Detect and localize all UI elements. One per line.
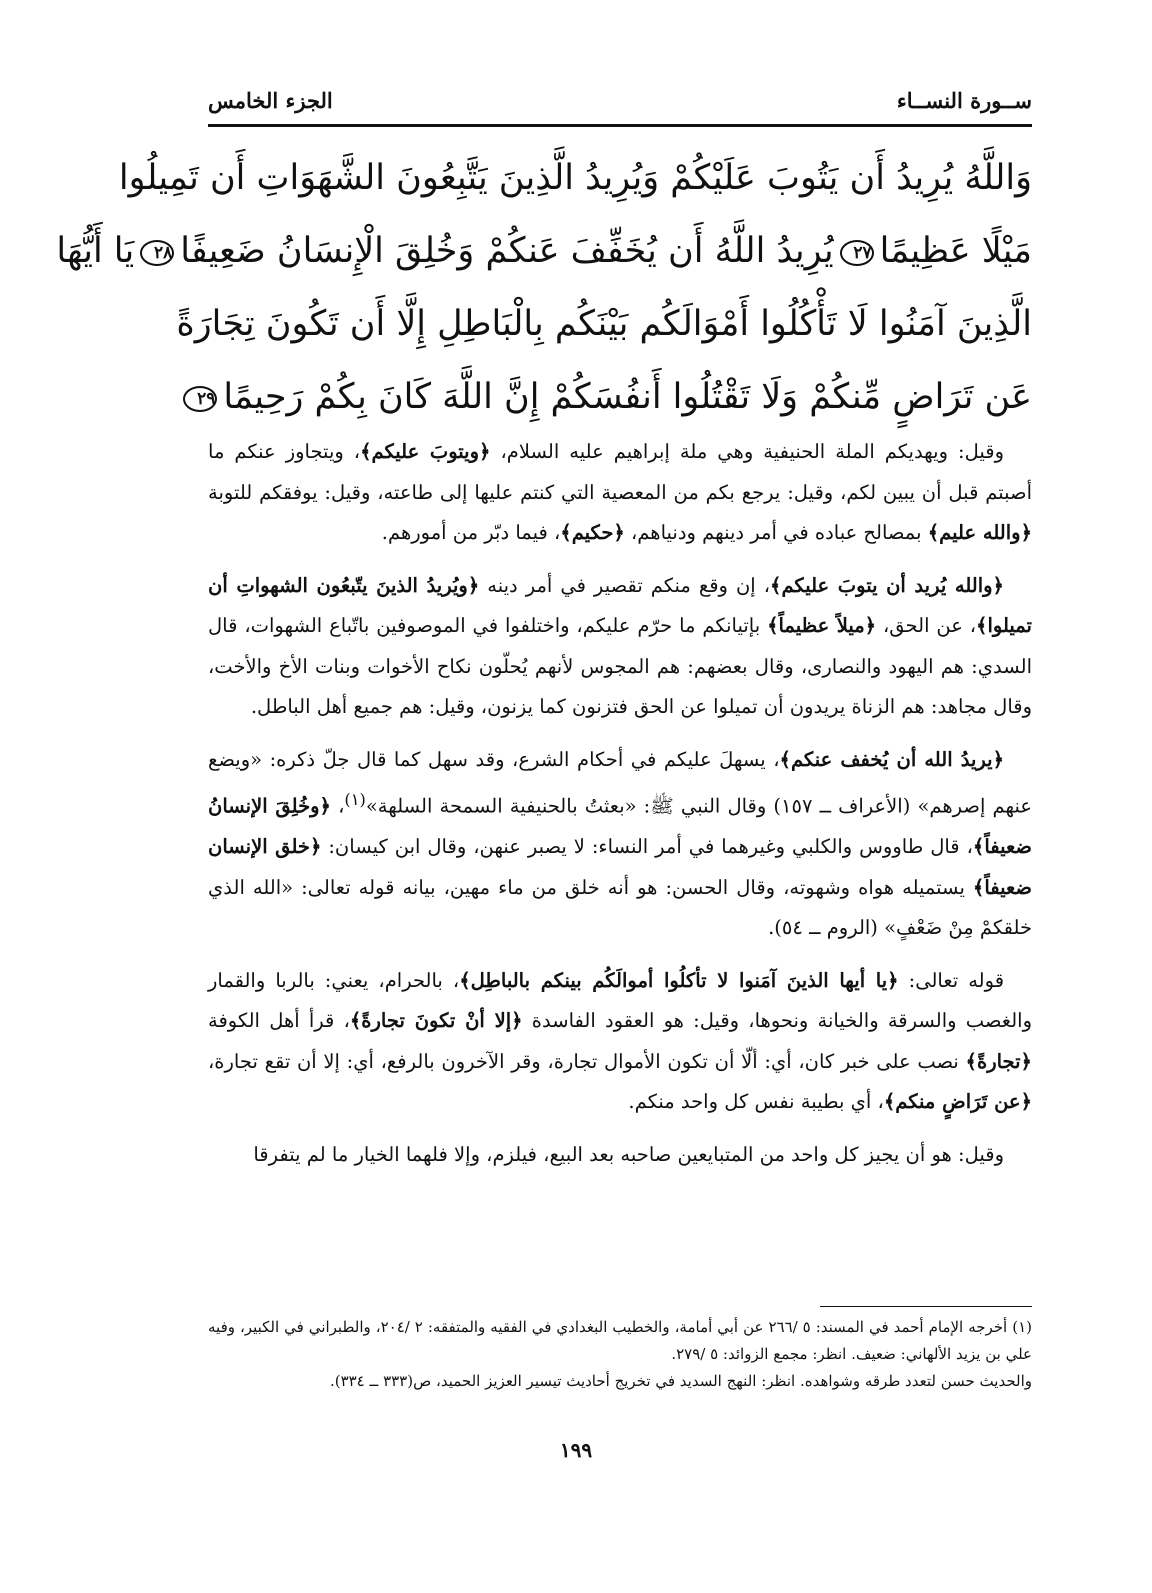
- header-rule: [208, 124, 1032, 127]
- quran-line-text: مَيْلًا عَظِيمًا: [879, 231, 1032, 271]
- ayah-number-29: ٢٩: [183, 386, 217, 412]
- ayah-number-27: ٢٧: [840, 240, 874, 266]
- quran-line-text: عَن تَرَاضٍ مِّنكُمْ وَلَا تَقْتُلُوا أَنفُسَكُمْ إِنَّ اللَّهَ كَانَ بِكُمْ رَحِيمًا: [223, 377, 1032, 417]
- quote-run: ﴿يا أيها الذينَ آمَنوا لا تأكلُوا أموالَكُم بينكم بالباطِل﴾: [459, 968, 899, 992]
- text-run: قوله تعالى:: [898, 968, 1005, 992]
- quote-run: ﴿ويُريدُ الذينَ يتّبعُون الشهواتِ أن تميلوا﴾: [208, 573, 1032, 637]
- tafsir-body: [208, 432, 1032, 1187]
- text-run: ،: [330, 794, 345, 818]
- quote-run: ﴿خلق الإنسان ضعيفاً﴾: [208, 835, 1032, 899]
- tafsir-paragraph: [208, 566, 1032, 728]
- juz-title: الجزء الخامس: [208, 88, 333, 113]
- text-run: ، قال طاووس والكلبي وغيرهما في أمر النساء: لا يصبر عنهن، وقال ابن كيسان:: [321, 835, 973, 858]
- quote-run: ﴿حكيم﴾: [560, 521, 625, 544]
- text-run: ، أي بطيبة نفس كل واحد منكم.: [628, 1090, 884, 1113]
- quote-run: ﴿والله عليم﴾: [927, 521, 1032, 544]
- tafsir-paragraph: [208, 740, 1032, 949]
- text-run: ، عن الحق،: [876, 614, 977, 637]
- quote-run: ﴿ويتوبَ عليكم﴾: [360, 440, 491, 463]
- text-run: ، قرأ أهل الكوفة: [208, 1009, 350, 1032]
- footnote-1: (١) أخرجه الإمام أحمد في المسند: ٥ /٢٦٦ عن أبي أمامة، والخطيب البغدادي في الفقيه والمتفقه: ٢ /٢٠٤، والطبراني في الكبير، وفيه علي بن يزيد الألهاني: ضعيف. انظر: مجمع الزوائد: ٥ /٢٧٩.: [208, 1318, 1032, 1363]
- quran-line-text: يُرِيدُ اللَّهُ أَن يُخَفِّفَ عَنكُمْ وَخُلِقَ الْإِنسَانُ ضَعِيفًا: [180, 231, 834, 271]
- page-number: ١٩٩: [559, 1438, 593, 1462]
- quote-run: ﴿تجارةً﴾: [965, 1049, 1032, 1073]
- text-run: ، إن وقع منكم تقصير في أمر دينه: [479, 573, 771, 597]
- tafsir-paragraph: [208, 1135, 1032, 1176]
- quote-run: ﴿ميلاً عظيماً﴾: [767, 614, 877, 637]
- text-run: ، بالحرام، يعني: بالربا والقمار والغصب والسرقة والخيانة ونحوها، وقيل: هو العقود الفاسدة: [208, 968, 1032, 1032]
- ayah-number-28: ٢٨: [140, 240, 174, 266]
- quran-line: [56, 215, 1032, 288]
- text-run: وقيل: ويهديكم الملة الحنيفية وهي ملة إبراهيم عليه السلام،: [490, 440, 1004, 463]
- quran-line: [197, 361, 1032, 434]
- footnote-2: والحديث حسن لتعدد طرقه وشواهده. انظر: النهج السديد في تخريج أحاديث تيسير العزيز الحميد، ص(٣٣٣ ــ ٣٣٤).: [329, 1372, 1032, 1390]
- text-run: نصب على خبر كان، أي: ألّا أن تكون الأموال تجارة، وقر الآخرون بالرفع، أي: إلا أن تقع تجارة،: [208, 1049, 966, 1073]
- quran-text: [56, 142, 1032, 434]
- tafsir-paragraph: [208, 432, 1032, 554]
- quote-run: ﴿يريدُ الله أن يُخفف عنكم﴾: [779, 747, 1004, 771]
- text-run: ، ويتجاوز عنكم ما أصبتم قبل أن يبين لكم، وقيل: يرجع بكم من المعصية التي كنتم عليها إلى طاعته، وقيل: يوفقكم للتوبة: [208, 440, 1032, 504]
- surah-title: ســورة النســاء: [896, 88, 1032, 113]
- footnote-rule: [820, 1306, 1032, 1307]
- text-run: ، فيما دبّر من أمورهم.: [381, 521, 561, 544]
- text-run: بمصالح عباده في أمر دينهم ودنياهم،: [624, 521, 928, 544]
- quote-run: ﴿والله يُريد أن يتوبَ عليكم﴾: [770, 573, 1004, 597]
- quote-run: ﴿وخُلِقَ الإنسانُ ضعيفاً﴾: [208, 794, 1032, 858]
- text-run: ، يسهلَ عليكم في أحكام الشرع، وقد سهل كما قال جلّ ذكره: «ويضع عنهم إصرهم» (الأعراف ــ ١٥٧) وقال النبي ﷺ: «بعثتُ بالحنيفية السمحة السلهة»: [208, 747, 1033, 818]
- text-run: وقيل: هو أن يجيز كل واحد من المتبايعين صاحبه بعد البيع، فيلزم، وإلا فلهما الخيار ما لم يتفرقا: [253, 1142, 1004, 1166]
- footnote-ref: (١): [344, 790, 366, 809]
- quran-line-text: يَا أَيُّهَا: [56, 231, 135, 271]
- quote-run: ﴿عن تَرَاضٍ منكم﴾: [883, 1090, 1032, 1113]
- running-header: [208, 84, 1032, 118]
- quran-line: [118, 142, 1032, 215]
- tafsir-paragraph: [208, 961, 1032, 1123]
- text-run: بإتيانكم ما حرّم عليكم، واختلفوا في الموصوفين باتّباع الشهوات، قال السدي: هم اليهود والنصارى، وقال بعضهم: هم المجوس لأنهم يُحلّون نكاح الأخوات وبنات الأخ والأخت، وقال مجاهد: هم الزناة يريدون أن تميلوا عن الحق فتزنون كما يزنون، وقيل: هم جميع أهل الباطل.: [208, 614, 1032, 718]
- text-run: يستميله هواه وشهوته، وقال الحسن: هو أنه خلق من ماء مهين، بيانه قوله تعالى: «الله الذي خلقكمْ مِنْ ضَعْفٍ» (الروم ــ ٥٤).: [208, 875, 1032, 939]
- quran-line: [176, 288, 1032, 361]
- quote-run: ﴿إلا أنْ تكونَ تجارةً﴾: [349, 1009, 523, 1032]
- quran-line-text: وَاللَّهُ يُرِيدُ أَن يَتُوبَ عَلَيْكُمْ وَيُرِيدُ الَّذِينَ يَتَّبِعُونَ الشَّهَوَاتِ أَن تَمِيلُوا: [118, 158, 1032, 198]
- quran-line-text: الَّذِينَ آمَنُوا لَا تَأْكُلُوا أَمْوَالَكُم بَيْنَكُم بِالْبَاطِلِ إِلَّا أَن تَكُونَ تِجَارَةً: [176, 304, 1032, 344]
- footnotes: [208, 1314, 1032, 1395]
